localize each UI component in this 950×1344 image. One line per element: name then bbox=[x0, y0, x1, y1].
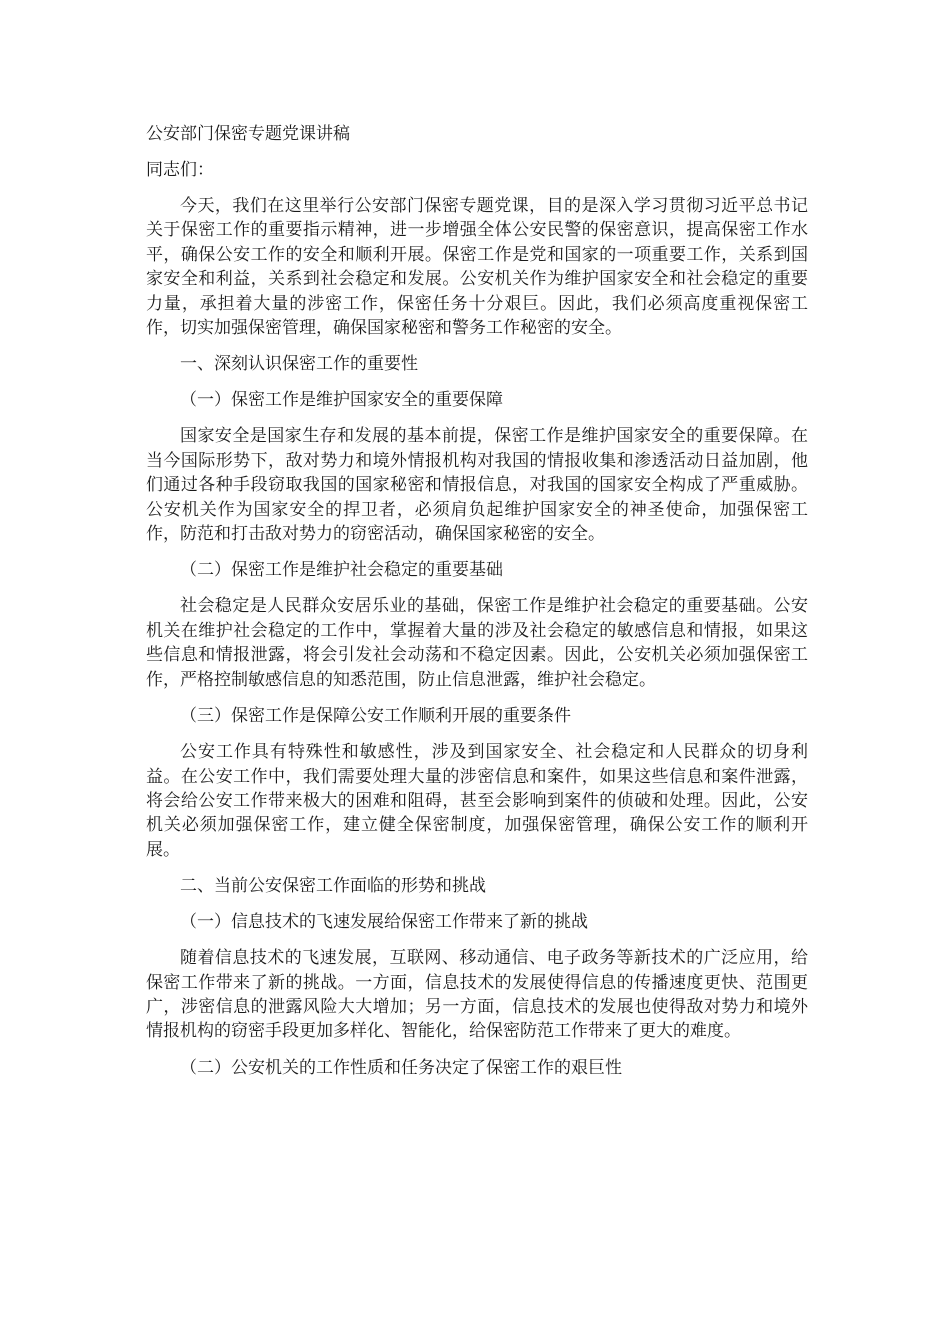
section-1-1-heading: （一）保密工作是维护国家安全的重要保障 bbox=[180, 390, 503, 411]
section-2-heading: 二、当前公安保密工作面临的形势和挑战 bbox=[180, 876, 486, 897]
section-1-2-body: 社会稳定是人民群众安居乐业的基础，保密工作是维护社会稳定的重要基础。公安机关在维护社会稳定的工作中，掌握着大量的涉及社会稳定的敏感信息和情报，如果这些信息和情报泄露，将会引发社会动荡和不稳定因素。因此，公安机关必须加强保密工作，严格控制敏感信息的知悉范围，防止信息泄露，维护社会稳定。 bbox=[146, 596, 808, 690]
section-1-3-heading: （三）保密工作是保障公安工作顺利开展的重要条件 bbox=[180, 706, 571, 727]
section-2-1-heading: （一）信息技术的飞速发展给保密工作带来了新的挑战 bbox=[180, 912, 588, 933]
section-1-1-body: 国家安全是国家生存和发展的基本前提，保密工作是维护国家安全的重要保障。在当今国际形势下，敌对势力和境外情报机构对我国的情报收集和渗透活动日益加剧，他们通过各种手段窃取我国的国家秘密和情报信息，对我国的国家安全构成了严重威胁。公安机关作为国家安全的捍卫者，必须肩负起维护国家安全的神圣使命，加强保密工作，防范和打击敌对势力的窃密活动，确保国家秘密的安全。 bbox=[146, 426, 808, 545]
section-1-2-heading: （二）保密工作是维护社会稳定的重要基础 bbox=[180, 560, 503, 581]
section-1-3-body: 公安工作具有特殊性和敏感性，涉及到国家安全、社会稳定和人民群众的切身利益。在公安工作中，我们需要处理大量的涉密信息和案件，如果这些信息和案件泄露，将会给公安工作带来极大的困难和阻碍，甚至会影响到案件的侦破和处理。因此，公安机关必须加强保密工作，建立健全保密制度，加强保密管理，确保公安工作的顺利开展。 bbox=[146, 742, 808, 860]
section-2-2-heading: （二）公安机关的工作性质和任务决定了保密工作的艰巨性 bbox=[180, 1057, 622, 1078]
intro-paragraph: 今天，我们在这里举行公安部门保密专题党课，目的是深入学习贯彻习近平总书记关于保密工作的重要指示精神，进一步增强全体公安民警的保密意识，提高保密工作水平，确保公安工作的安全和顺利开展。保密工作是党和国家的一项重要工作，关系到国家安全和利益，关系到社会稳定和发展。公安机关作为维护国家安全和社会稳定的重要力量，承担着大量的涉密工作，保密任务十分艰巨。因此，我们必须高度重视保密工作，切实加强保密管理，确保国家秘密和警务工作秘密的安全。 bbox=[146, 196, 808, 339]
section-2-1-body: 随着信息技术的飞速发展，互联网、移动通信、电子政务等新技术的广泛应用，给保密工作带来了新的挑战。一方面，信息技术的发展使得信息的传播速度更快、范围更广，涉密信息的泄露风险大大增加；另一方面，信息技术的发展也使得敌对势力和境外情报机构的窃密手段更加多样化、智能化，给保密防范工作带来了更大的难度。 bbox=[146, 948, 808, 1042]
document-page bbox=[146, 122, 808, 1092]
document-title: 公安部门保密专题党课讲稿 bbox=[146, 124, 350, 144]
greeting: 同志们： bbox=[146, 160, 214, 180]
section-1-heading: 一、深刻认识保密工作的重要性 bbox=[180, 354, 418, 375]
